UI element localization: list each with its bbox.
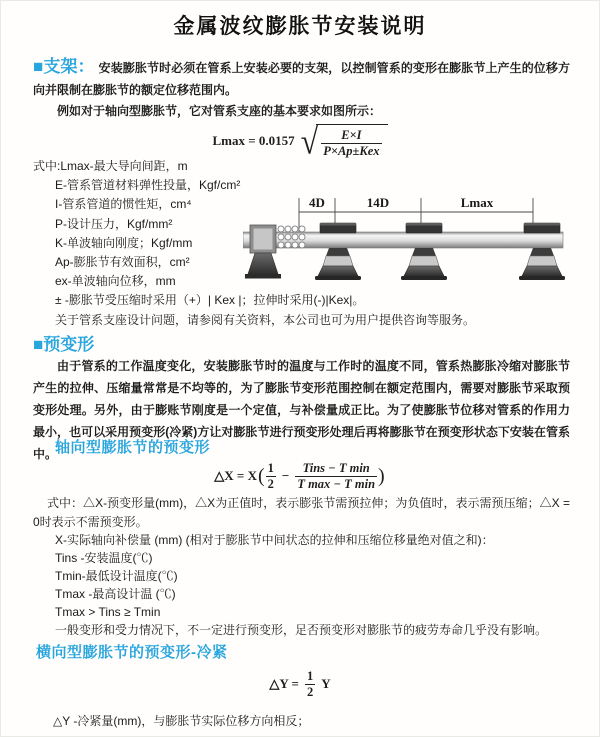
definition-line: ± -膨胀节受压缩时采用（+）| Kex |；拉伸时采用(-)|Kex|。 [55, 293, 365, 308]
axial-formula-lhs: △X = X [214, 468, 257, 483]
support-example-line: 例如对于轴向型膨胀节，它对管系支座的基本要求如图所示： [57, 104, 382, 118]
support-spacing-diagram [243, 190, 565, 287]
support-intro-text: 安装膨胀节时必须在管系上安装必要的支架，以控制管系的变形在膨胀节上产生的位移方向并限制在膨胀节的额定位移范围内。 [33, 61, 570, 97]
lmax-formula-denominator: P×Ap±Kex [323, 143, 380, 158]
definition-line: Tmax -最高设计温 (℃) [55, 587, 176, 601]
dimension-label-14d: 14D [366, 195, 390, 210]
fraction-denominator: 2 [306, 684, 314, 699]
fraction-denominator: T max − T min [297, 476, 376, 491]
temperature-fraction [295, 461, 377, 492]
lmax-formula [0, 122, 600, 160]
lmax-formula-lhs: Lmax = 0.0157 [212, 133, 295, 148]
section-square-icon: ■ [33, 57, 44, 76]
page-title: 金属波纹膨胀节安装说明 [173, 15, 427, 38]
dimension-label-4d: 4D [309, 195, 325, 210]
definition-line: X-实际轴向补偿量 (mm) (相对于膨胀节中间状态的拉伸和压缩位移量绝对值之和)： [55, 533, 494, 547]
fraction-denominator: 2 [267, 476, 274, 491]
diagram-canvas [243, 190, 565, 287]
definition-line: I-管系管道的惯性矩，cm⁴ [55, 197, 192, 212]
predeform-body-paragraph: 由于管系的工作温度变化，安装膨胀节时的温度与工作时的温度不同，管系热膨胀冷缩对膨胀节产生的拉伸、压缩量常常是不均等的，为了膨胀节变形范围控制在额定范围内，需要对膨胀节采取预变形处理。另外，由于膨账节刚度是一个定值，与补偿量成正比。为了使膨胀节位移对管系的作用力最小，也可以采用预变形(冷紧)方让对膨胀节进行预变形处理后再将膨胀节在预变形状态下安装在管系中。 [33, 359, 570, 461]
guide-support-3 [519, 223, 565, 280]
predeform-section-heading [33, 330, 94, 355]
definition-line: 关于管系支座设计问题，请参阅有关资料，本公司也可为用户提供咨询等服务。 [55, 312, 476, 327]
half-fraction [266, 461, 276, 492]
definition-line: 一般变形和受力情况下，不一定进行预变形，足否预变形对膨胀节的疲劳寿命几乎没有影响。 [55, 623, 548, 637]
lmax-formula-numerator: E×I [341, 127, 362, 142]
definition-line: E-管系管道材料弹性投量，Kgf/cm² [55, 178, 241, 193]
open-paren: ( [257, 465, 265, 487]
lateral-formula-lhs: △Y = [269, 676, 299, 691]
guide-support-1 [315, 223, 361, 280]
guide-support-2 [401, 223, 447, 280]
fraction-numerator: 1 [267, 460, 274, 475]
definition-line: Tins -安装温度(℃) [55, 551, 153, 565]
definition-line: Ap-膨胀节有效面积，cm² [55, 255, 190, 270]
definition-line: K-单波轴向刚度；Kgf/mm [55, 235, 193, 250]
axial-subheading: 轴向型膨胀节的预变形 [55, 439, 211, 456]
definition-line: ex-单波轴向位移，mm [55, 274, 176, 289]
dimension-label-lmax: Lmax [460, 195, 494, 210]
axial-definitions [55, 531, 565, 639]
support-section-heading [33, 57, 95, 76]
close-paren: ) [378, 465, 385, 487]
fraction-numerator: 1 [306, 668, 314, 683]
anchor-support [245, 225, 281, 279]
half-fraction [305, 669, 315, 700]
definition-line: Tmin-最低设计温度(℃) [55, 569, 178, 583]
lateral-subheading: 横向型膨胀节的预变形-冷紧 [36, 644, 228, 661]
axial-formula [0, 458, 600, 494]
lateral-formula-rhs: Y [321, 676, 331, 691]
lateral-formula-note: △Y -冷紧量(mm)，与膨胀节实际位移方向相反； [53, 714, 310, 728]
lateral-formula [0, 668, 600, 700]
definition-line: 式中:Lmax-最大导向间距，m [33, 159, 188, 173]
definition-line: P-设计压力，Kgf/mm² [55, 216, 173, 231]
definition-line: Tmax > Tins ≥ Tmin [55, 605, 161, 619]
axial-formula-note: 式中：△X-预变形量(mm)，△X为正值时，表示膨张节需预拉伸；为负值时，表示需预压缩；△X = 0时表示不需预变形。 [33, 496, 570, 529]
predeform-heading-label: 预变形 [43, 335, 95, 354]
minus-sign: − [281, 468, 290, 483]
fraction-numerator: Tins − T min [302, 460, 370, 475]
support-intro-paragraph [33, 56, 570, 101]
radical-sign: √ [300, 120, 319, 162]
sqrt-radical [300, 120, 388, 162]
section-square-icon: ■ [33, 335, 44, 354]
support-heading-label: 支架： [43, 57, 95, 76]
